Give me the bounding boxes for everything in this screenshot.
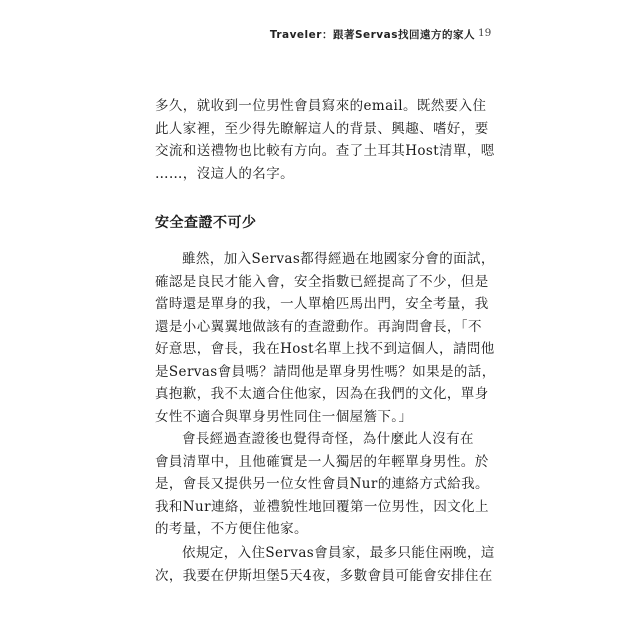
text-line: 確認是良民才能入會，安全指數已經提高了不少，但是 (155, 273, 489, 290)
text-line: 是Servas會員嗎？請問他是單身男性嗎？如果是的話， (155, 363, 496, 380)
text-line: 當時還是單身的我，一人單槍匹馬出門，安全考量，我 (155, 296, 489, 312)
text-line: 次，我要在伊斯坦堡5天4夜，多數會員可能會安排住在 (155, 567, 493, 584)
text-line: 還是小心翼翼地做該有的查證動作。再詢問會長，「不 (155, 318, 482, 335)
paragraph-continued (155, 95, 495, 185)
text-line: 多久，就收到一位男性會員寫來的email。既然要入住 (155, 98, 487, 114)
page-number: 19 (478, 27, 492, 39)
text-line: ……，沒這人的名字。 (155, 165, 294, 182)
text-line: 女性不適合與單身男性同住一個屋簷下。」 (155, 408, 413, 425)
paragraph-security-check (155, 248, 496, 428)
text-line: 會長經過查證後也覺得奇怪，為什麼此人沒有在 (182, 431, 474, 447)
text-line: 依規定，入住Servas會員家，最多只能住兩晚，這 (182, 545, 495, 561)
text-line: 好意思，會長，我在Host名單上找不到這個人，請問他 (155, 341, 495, 357)
text-line: 會員清單中，且他確實是一人獨居的年輕單身男性。於 (155, 453, 489, 470)
section-heading: 安全查證不可少 (155, 215, 257, 231)
text-line: 交流和送禮物也比較有方向。查了土耳其Host清單，嗯 (155, 143, 495, 159)
running-title: Traveler：跟著Servas找回遠方的家人 (269, 29, 475, 41)
running-header (0, 27, 640, 45)
text-line: 雖然，加入Servas都得經過在地國家分會的面試， (182, 251, 495, 267)
paragraph-rules (155, 542, 495, 587)
text-line: 是，會長又提供另一位女性會員Nur的連絡方式給我。 (155, 476, 489, 492)
paragraph-president-reply (155, 428, 489, 541)
text-line: 我和Nur連絡，並禮貌性地回覆第一位男性，因文化上 (155, 498, 489, 515)
text-line: 的考量，不方便住他家。 (155, 521, 308, 537)
text-line: 此人家裡，至少得先瞭解這人的背景、興趣、嗜好，要 (155, 120, 489, 137)
text-line: 真抱歉，我不太適合住他家，因為在我們的文化，單身 (155, 386, 489, 402)
